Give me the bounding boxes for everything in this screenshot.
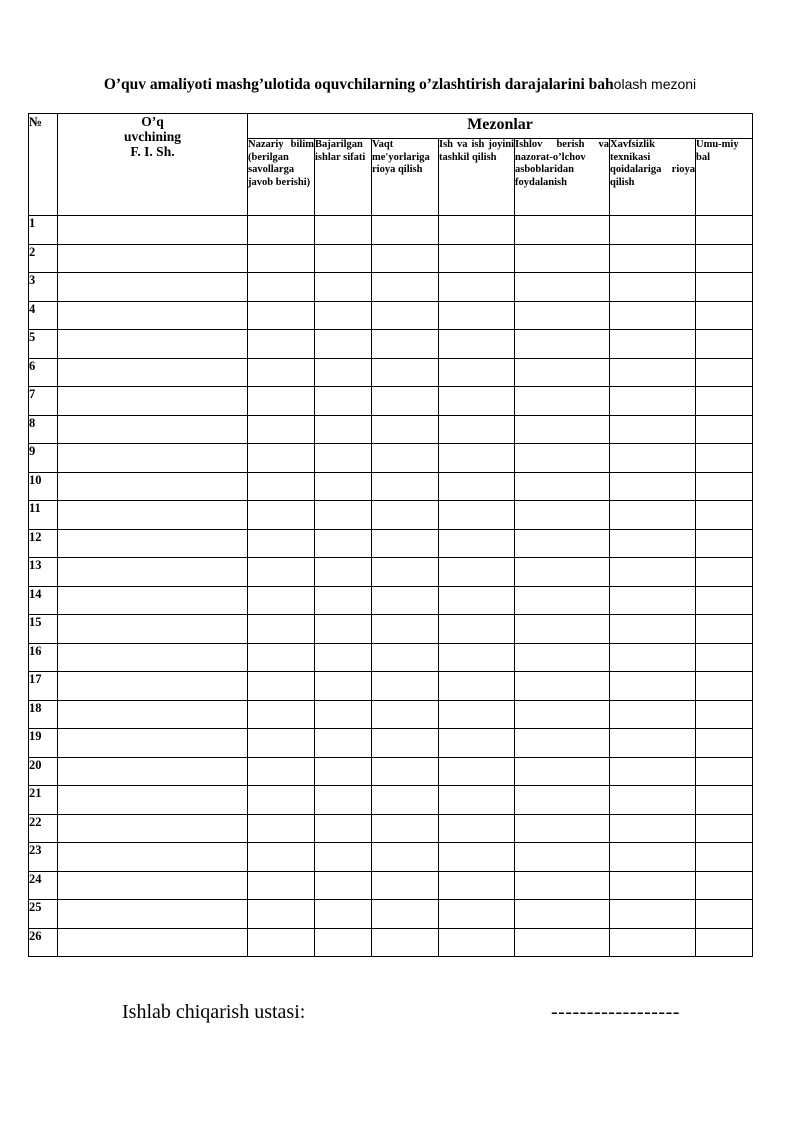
score-cell[interactable] xyxy=(696,358,753,387)
score-cell[interactable] xyxy=(439,415,515,444)
criterion-header: Ish va ish joyini tashkil qilish xyxy=(439,139,515,216)
table-row xyxy=(29,900,753,929)
score-cell[interactable] xyxy=(315,216,372,245)
student-name-cell[interactable] xyxy=(58,843,248,872)
score-cell[interactable] xyxy=(372,757,439,786)
score-cell[interactable] xyxy=(372,301,439,330)
score-cell[interactable] xyxy=(515,415,610,444)
score-cell[interactable] xyxy=(610,244,696,273)
score-cell[interactable] xyxy=(696,615,753,644)
score-cell[interactable] xyxy=(696,529,753,558)
score-cell[interactable] xyxy=(248,814,315,843)
score-cell[interactable] xyxy=(515,786,610,815)
score-cell[interactable] xyxy=(315,501,372,530)
score-cell[interactable] xyxy=(439,615,515,644)
table-row xyxy=(29,729,753,758)
score-cell[interactable] xyxy=(439,928,515,957)
score-cell[interactable] xyxy=(372,729,439,758)
student-name-cell[interactable] xyxy=(58,900,248,929)
score-cell[interactable] xyxy=(610,900,696,929)
score-cell[interactable] xyxy=(610,529,696,558)
score-cell[interactable] xyxy=(515,301,610,330)
score-cell[interactable] xyxy=(696,330,753,359)
score-cell[interactable] xyxy=(696,501,753,530)
score-cell[interactable] xyxy=(439,757,515,786)
student-name-cell[interactable] xyxy=(58,643,248,672)
row-number: 16 xyxy=(29,643,58,672)
score-cell[interactable] xyxy=(696,928,753,957)
score-cell[interactable] xyxy=(372,244,439,273)
score-cell[interactable] xyxy=(610,757,696,786)
row-number: 13 xyxy=(29,558,58,587)
row-number: 24 xyxy=(29,871,58,900)
score-cell[interactable] xyxy=(610,358,696,387)
score-cell[interactable] xyxy=(610,387,696,416)
student-name-cell[interactable] xyxy=(58,786,248,815)
score-cell[interactable] xyxy=(248,501,315,530)
score-cell[interactable] xyxy=(315,529,372,558)
score-cell[interactable] xyxy=(515,615,610,644)
student-name-cell[interactable] xyxy=(58,472,248,501)
score-cell[interactable] xyxy=(372,814,439,843)
score-cell[interactable] xyxy=(248,330,315,359)
assessment-table xyxy=(28,113,753,957)
score-cell[interactable] xyxy=(248,928,315,957)
row-number: 7 xyxy=(29,387,58,416)
score-cell[interactable] xyxy=(515,330,610,359)
score-cell[interactable] xyxy=(248,301,315,330)
row-number: 20 xyxy=(29,757,58,786)
criterion-header: Xavfsizlik texnikasi qoidalariga rioya qilish xyxy=(610,139,696,216)
score-cell[interactable] xyxy=(696,786,753,815)
score-cell[interactable] xyxy=(315,615,372,644)
score-cell[interactable] xyxy=(248,558,315,587)
score-cell[interactable] xyxy=(315,643,372,672)
score-cell[interactable] xyxy=(515,900,610,929)
score-cell[interactable] xyxy=(696,871,753,900)
score-cell[interactable] xyxy=(315,330,372,359)
row-number: 3 xyxy=(29,273,58,302)
score-cell[interactable] xyxy=(248,415,315,444)
row-number: 9 xyxy=(29,444,58,473)
score-cell[interactable] xyxy=(515,273,610,302)
table-row xyxy=(29,472,753,501)
score-cell[interactable] xyxy=(248,444,315,473)
student-name-cell[interactable] xyxy=(58,501,248,530)
score-cell[interactable] xyxy=(610,472,696,501)
score-cell[interactable] xyxy=(696,301,753,330)
title-main: O’quv amaliyoti mashg’ulotida oquvchilarning o’zlashtirish darajalarini bah xyxy=(103,76,614,93)
student-name-cell[interactable] xyxy=(58,615,248,644)
score-cell[interactable] xyxy=(248,529,315,558)
score-cell[interactable] xyxy=(248,871,315,900)
score-cell[interactable] xyxy=(372,871,439,900)
score-cell[interactable] xyxy=(372,586,439,615)
score-cell[interactable] xyxy=(248,757,315,786)
student-name-cell[interactable] xyxy=(58,244,248,273)
score-cell[interactable] xyxy=(248,472,315,501)
score-cell[interactable] xyxy=(372,643,439,672)
score-cell[interactable] xyxy=(610,871,696,900)
table-row xyxy=(29,843,753,872)
score-cell[interactable] xyxy=(372,615,439,644)
row-number: 4 xyxy=(29,301,58,330)
score-cell[interactable] xyxy=(439,700,515,729)
student-name-cell[interactable] xyxy=(58,672,248,701)
score-cell[interactable] xyxy=(372,786,439,815)
student-name-header xyxy=(58,114,248,216)
score-cell[interactable] xyxy=(315,586,372,615)
table-row xyxy=(29,615,753,644)
score-cell[interactable] xyxy=(372,900,439,929)
row-number: 17 xyxy=(29,672,58,701)
table-row xyxy=(29,672,753,701)
score-cell[interactable] xyxy=(515,814,610,843)
score-cell[interactable] xyxy=(610,330,696,359)
score-cell[interactable] xyxy=(610,643,696,672)
score-cell[interactable] xyxy=(515,358,610,387)
score-cell[interactable] xyxy=(248,786,315,815)
score-cell[interactable] xyxy=(439,301,515,330)
title-suffix: olash mezoni xyxy=(613,76,697,92)
score-cell[interactable] xyxy=(515,672,610,701)
score-cell[interactable] xyxy=(315,700,372,729)
criterion-header: Bajarilgan ishlar sifati xyxy=(315,139,372,216)
score-cell[interactable] xyxy=(610,615,696,644)
score-cell[interactable] xyxy=(315,672,372,701)
score-cell[interactable] xyxy=(315,415,372,444)
score-cell[interactable] xyxy=(610,586,696,615)
table-row xyxy=(29,757,753,786)
score-cell[interactable] xyxy=(439,273,515,302)
score-cell[interactable] xyxy=(515,472,610,501)
score-cell[interactable] xyxy=(248,244,315,273)
student-name-cell[interactable] xyxy=(58,387,248,416)
score-cell[interactable] xyxy=(696,843,753,872)
row-number: 19 xyxy=(29,729,58,758)
score-cell[interactable] xyxy=(696,814,753,843)
score-cell[interactable] xyxy=(372,387,439,416)
score-cell[interactable] xyxy=(248,672,315,701)
score-cell[interactable] xyxy=(515,501,610,530)
score-cell[interactable] xyxy=(372,216,439,245)
score-cell[interactable] xyxy=(439,244,515,273)
table-row xyxy=(29,273,753,302)
score-cell[interactable] xyxy=(248,273,315,302)
row-number: 6 xyxy=(29,358,58,387)
score-cell[interactable] xyxy=(610,501,696,530)
score-cell[interactable] xyxy=(515,444,610,473)
score-cell[interactable] xyxy=(515,244,610,273)
header-row-top xyxy=(29,114,753,139)
score-cell[interactable] xyxy=(696,729,753,758)
table-row xyxy=(29,330,753,359)
table-row xyxy=(29,558,753,587)
student-name-cell[interactable] xyxy=(58,586,248,615)
table-row xyxy=(29,928,753,957)
score-cell[interactable] xyxy=(439,529,515,558)
score-cell[interactable] xyxy=(439,786,515,815)
student-name-cell[interactable] xyxy=(58,871,248,900)
score-cell[interactable] xyxy=(439,501,515,530)
student-name-cell[interactable] xyxy=(58,415,248,444)
score-cell[interactable] xyxy=(439,358,515,387)
student-name-cell[interactable] xyxy=(58,301,248,330)
table-row xyxy=(29,244,753,273)
score-cell[interactable] xyxy=(610,928,696,957)
table-row xyxy=(29,301,753,330)
student-name-cell[interactable] xyxy=(58,757,248,786)
score-cell[interactable] xyxy=(248,615,315,644)
student-name-cell[interactable] xyxy=(58,928,248,957)
score-cell[interactable] xyxy=(372,700,439,729)
score-cell[interactable] xyxy=(315,358,372,387)
score-cell[interactable] xyxy=(610,700,696,729)
row-number: 2 xyxy=(29,244,58,273)
score-cell[interactable] xyxy=(515,558,610,587)
table-row xyxy=(29,387,753,416)
score-cell[interactable] xyxy=(696,672,753,701)
score-cell[interactable] xyxy=(439,558,515,587)
row-number: 21 xyxy=(29,786,58,815)
score-cell[interactable] xyxy=(610,273,696,302)
score-cell[interactable] xyxy=(315,273,372,302)
score-cell[interactable] xyxy=(610,672,696,701)
score-cell[interactable] xyxy=(515,843,610,872)
score-cell[interactable] xyxy=(696,444,753,473)
score-cell[interactable] xyxy=(439,672,515,701)
table-row xyxy=(29,871,753,900)
score-cell[interactable] xyxy=(696,244,753,273)
criterion-header: Umu-miy bal xyxy=(696,139,753,216)
score-cell[interactable] xyxy=(372,529,439,558)
score-cell[interactable] xyxy=(439,216,515,245)
score-cell[interactable] xyxy=(372,472,439,501)
score-cell[interactable] xyxy=(696,472,753,501)
score-cell[interactable] xyxy=(696,558,753,587)
score-cell[interactable] xyxy=(610,558,696,587)
score-cell[interactable] xyxy=(315,786,372,815)
student-name-cell[interactable] xyxy=(58,273,248,302)
score-cell[interactable] xyxy=(610,843,696,872)
score-cell[interactable] xyxy=(515,928,610,957)
score-cell[interactable] xyxy=(610,415,696,444)
row-number: 23 xyxy=(29,843,58,872)
score-cell[interactable] xyxy=(439,843,515,872)
score-cell[interactable] xyxy=(248,729,315,758)
row-number: 14 xyxy=(29,586,58,615)
table-row xyxy=(29,415,753,444)
criterion-header: Ishlov berish va nazorat-o’lchov asboblaridan foydalanish xyxy=(515,139,610,216)
score-cell[interactable] xyxy=(439,900,515,929)
score-cell[interactable] xyxy=(315,444,372,473)
score-cell[interactable] xyxy=(372,273,439,302)
score-cell[interactable] xyxy=(372,501,439,530)
row-number: 10 xyxy=(29,472,58,501)
row-number: 8 xyxy=(29,415,58,444)
row-number: 18 xyxy=(29,700,58,729)
score-cell[interactable] xyxy=(315,244,372,273)
score-cell[interactable] xyxy=(515,700,610,729)
score-cell[interactable] xyxy=(515,643,610,672)
row-number: 25 xyxy=(29,900,58,929)
number-header: № xyxy=(29,114,58,216)
score-cell[interactable] xyxy=(372,558,439,587)
score-cell[interactable] xyxy=(439,871,515,900)
student-name-cell[interactable] xyxy=(58,729,248,758)
score-cell[interactable] xyxy=(610,729,696,758)
table-row xyxy=(29,529,753,558)
score-cell[interactable] xyxy=(372,358,439,387)
score-cell[interactable] xyxy=(610,814,696,843)
score-cell[interactable] xyxy=(315,472,372,501)
score-cell[interactable] xyxy=(696,757,753,786)
score-cell[interactable] xyxy=(696,643,753,672)
score-cell[interactable] xyxy=(315,757,372,786)
score-cell[interactable] xyxy=(315,843,372,872)
score-cell[interactable] xyxy=(696,387,753,416)
table-row xyxy=(29,216,753,245)
score-cell[interactable] xyxy=(315,900,372,929)
criterion-header: Nazariy bilim (berilgan savollarga javob berishi) xyxy=(248,139,315,216)
student-name-cell[interactable] xyxy=(58,330,248,359)
score-cell[interactable] xyxy=(315,387,372,416)
score-cell[interactable] xyxy=(439,586,515,615)
student-name-cell[interactable] xyxy=(58,529,248,558)
score-cell[interactable] xyxy=(248,387,315,416)
score-cell[interactable] xyxy=(439,444,515,473)
student-name-cell[interactable] xyxy=(58,444,248,473)
score-cell[interactable] xyxy=(372,415,439,444)
name-header-line: F. I. Sh. xyxy=(130,144,175,159)
score-cell[interactable] xyxy=(696,700,753,729)
student-name-cell[interactable] xyxy=(58,700,248,729)
score-cell[interactable] xyxy=(696,586,753,615)
table-row xyxy=(29,358,753,387)
score-cell[interactable] xyxy=(315,558,372,587)
score-cell[interactable] xyxy=(515,757,610,786)
score-cell[interactable] xyxy=(515,729,610,758)
score-cell[interactable] xyxy=(248,586,315,615)
row-number: 26 xyxy=(29,928,58,957)
score-cell[interactable] xyxy=(610,301,696,330)
score-cell[interactable] xyxy=(372,330,439,359)
score-cell[interactable] xyxy=(696,216,753,245)
score-cell[interactable] xyxy=(372,444,439,473)
score-cell[interactable] xyxy=(248,700,315,729)
score-cell[interactable] xyxy=(515,216,610,245)
score-cell[interactable] xyxy=(315,871,372,900)
score-cell[interactable] xyxy=(315,729,372,758)
student-name-cell[interactable] xyxy=(58,358,248,387)
score-cell[interactable] xyxy=(248,843,315,872)
student-name-cell[interactable] xyxy=(58,814,248,843)
score-cell[interactable] xyxy=(248,900,315,929)
criterion-header: Vaqt me'yorlariga rioya qilish xyxy=(372,139,439,216)
signature-label: Ishlab chiqarish ustasi: xyxy=(122,1001,306,1023)
score-cell[interactable] xyxy=(610,216,696,245)
score-cell[interactable] xyxy=(439,643,515,672)
score-cell[interactable] xyxy=(439,330,515,359)
table-row xyxy=(29,814,753,843)
table-row xyxy=(29,586,753,615)
score-cell[interactable] xyxy=(439,814,515,843)
row-number: 5 xyxy=(29,330,58,359)
score-cell[interactable] xyxy=(515,387,610,416)
student-name-cell[interactable] xyxy=(58,558,248,587)
row-number: 22 xyxy=(29,814,58,843)
score-cell[interactable] xyxy=(610,444,696,473)
document-title xyxy=(0,76,800,94)
score-cell[interactable] xyxy=(439,387,515,416)
score-cell[interactable] xyxy=(696,273,753,302)
score-cell[interactable] xyxy=(248,643,315,672)
score-cell[interactable] xyxy=(439,472,515,501)
score-cell[interactable] xyxy=(515,871,610,900)
row-number: 15 xyxy=(29,615,58,644)
score-cell[interactable] xyxy=(696,900,753,929)
score-cell[interactable] xyxy=(248,358,315,387)
score-cell[interactable] xyxy=(372,672,439,701)
name-header-line: uvchining xyxy=(123,129,182,144)
name-header-line: O’q xyxy=(141,114,164,129)
table-row xyxy=(29,700,753,729)
score-cell[interactable] xyxy=(315,928,372,957)
signature-line: ------------------ xyxy=(551,1001,680,1023)
table-row xyxy=(29,643,753,672)
score-cell[interactable] xyxy=(315,301,372,330)
criteria-group-header: Mezonlar xyxy=(248,114,753,139)
score-cell[interactable] xyxy=(372,928,439,957)
row-number: 12 xyxy=(29,529,58,558)
row-number: 1 xyxy=(29,216,58,245)
table-row xyxy=(29,444,753,473)
score-cell[interactable] xyxy=(610,786,696,815)
score-cell[interactable] xyxy=(439,729,515,758)
score-cell[interactable] xyxy=(248,216,315,245)
score-cell[interactable] xyxy=(372,843,439,872)
student-name-cell[interactable] xyxy=(58,216,248,245)
score-cell[interactable] xyxy=(315,814,372,843)
table-row xyxy=(29,501,753,530)
score-cell[interactable] xyxy=(515,529,610,558)
score-cell[interactable] xyxy=(515,586,610,615)
row-number: 11 xyxy=(29,501,58,530)
score-cell[interactable] xyxy=(696,415,753,444)
table-row xyxy=(29,786,753,815)
